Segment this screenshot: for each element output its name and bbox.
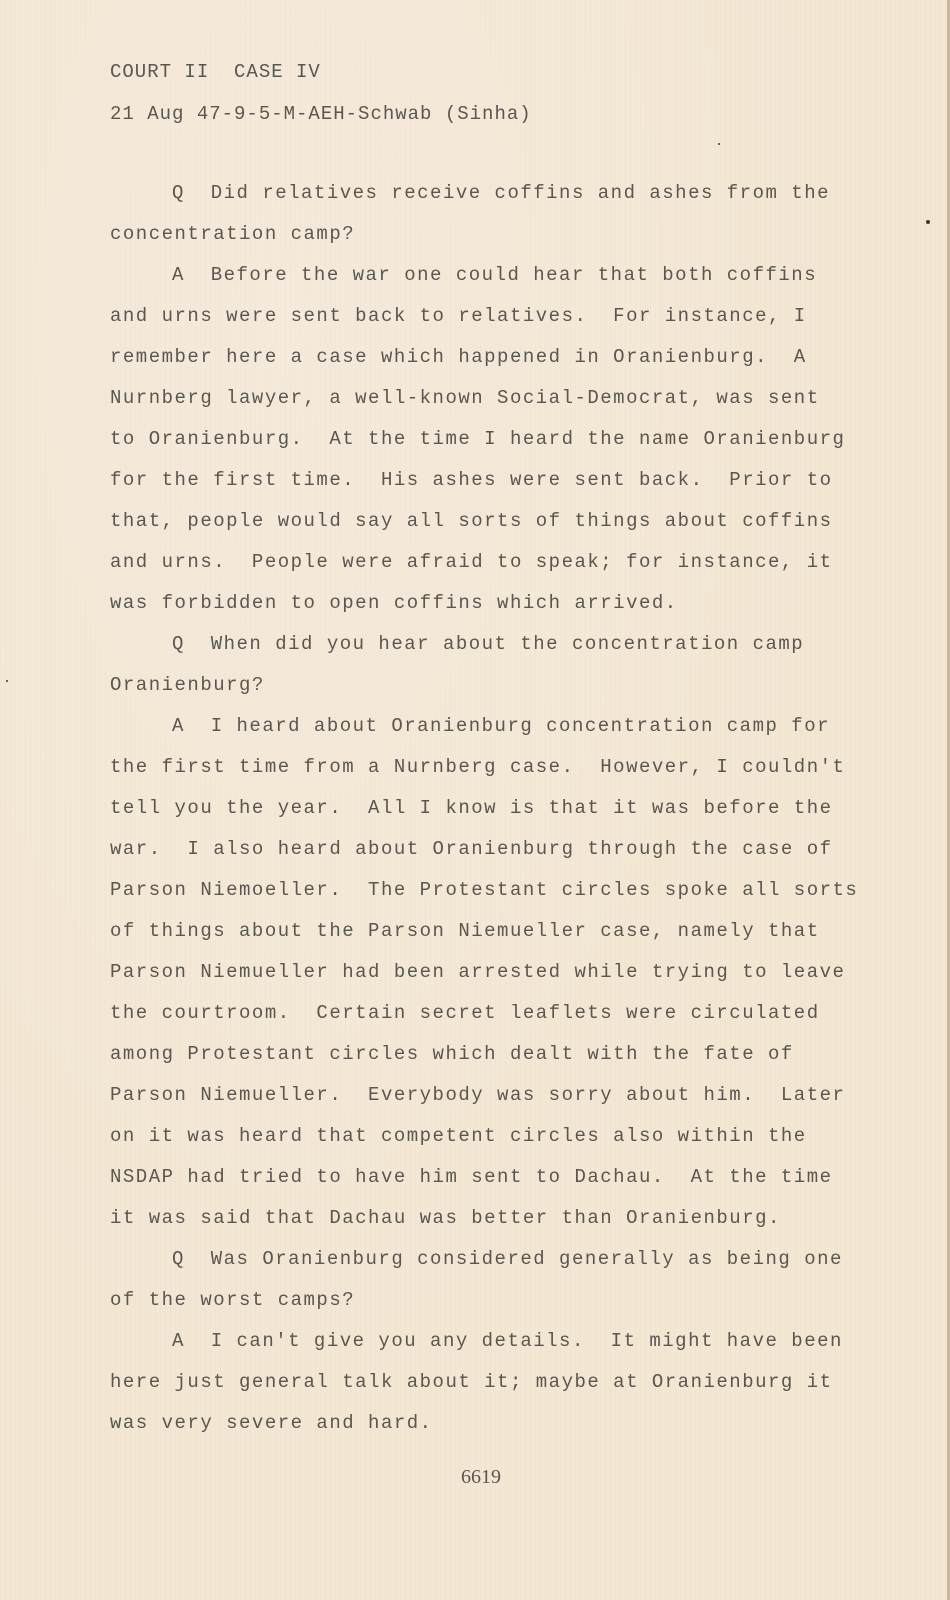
text-line: for the first time. His ashes were sent back. Prior to (110, 469, 833, 491)
text-line: on it was heard that competent circles also within the (110, 1125, 807, 1147)
text-line: war. I also heard about Oranienburg through the case of (110, 838, 833, 860)
text-line: Parson Niemueller had been arrested while trying to leave (110, 961, 846, 983)
text-line: to Oranienburg. At the time I heard the name Oranienburg (110, 428, 846, 450)
text-line: A I heard about Oranienburg concentration camp for (172, 715, 830, 737)
text-line: A I can't give you any details. It might have been (172, 1330, 843, 1352)
text-line: was very severe and hard. (110, 1412, 433, 1434)
text-line: Oranienburg? (110, 674, 265, 696)
text-line: the courtroom. Certain secret leaflets were circulated (110, 1002, 820, 1024)
text-line: was forbidden to open coffins which arrived. (110, 592, 678, 614)
ink-speck (926, 220, 930, 224)
text-line: and urns were sent back to relatives. For instance, I (110, 305, 807, 327)
text-line: and urns. People were afraid to speak; for instance, it (110, 551, 833, 573)
text-line: it was said that Dachau was better than Oranienburg. (110, 1207, 781, 1229)
text-line: Nurnberg lawyer, a well-known Social-Democrat, was sent (110, 387, 820, 409)
text-line: Q Did relatives receive coffins and ashes from the (172, 182, 830, 204)
text-line: remember here a case which happened in Oranienburg. A (110, 346, 807, 368)
text-line: Q Was Oranienburg considered generally as being one (172, 1248, 843, 1270)
text-line: A Before the war one could hear that both coffins (172, 264, 818, 286)
ink-speck (6, 680, 8, 682)
text-line: Q When did you hear about the concentration camp (172, 633, 805, 655)
text-line: of things about the Parson Niemueller case, namely that (110, 920, 820, 942)
text-line: among Protestant circles which dealt with the fate of (110, 1043, 794, 1065)
page-number: 6619 (461, 1466, 501, 1488)
text-line: concentration camp? (110, 223, 356, 245)
text-line: here just general talk about it; maybe at Oranienburg it (110, 1371, 833, 1393)
text-line: Parson Niemoeller. The Protestant circles spoke all sorts (110, 879, 859, 901)
text-line: of the worst camps? (110, 1289, 356, 1311)
text-line: Parson Niemueller. Everybody was sorry about him. Later (110, 1084, 846, 1106)
case-header: COURT II CASE IV (110, 61, 321, 83)
text-line: that, people would say all sorts of things about coffins (110, 510, 833, 532)
ink-speck (718, 143, 720, 145)
text-line: the first time from a Nurnberg case. However, I couldn't (110, 756, 846, 778)
text-line: NSDAP had tried to have him sent to Dachau. At the time (110, 1166, 833, 1188)
date-reference: 21 Aug 47-9-5-M-AEH-Schwab (Sinha) (110, 103, 532, 125)
text-line: tell you the year. All I know is that it was before the (110, 797, 833, 819)
